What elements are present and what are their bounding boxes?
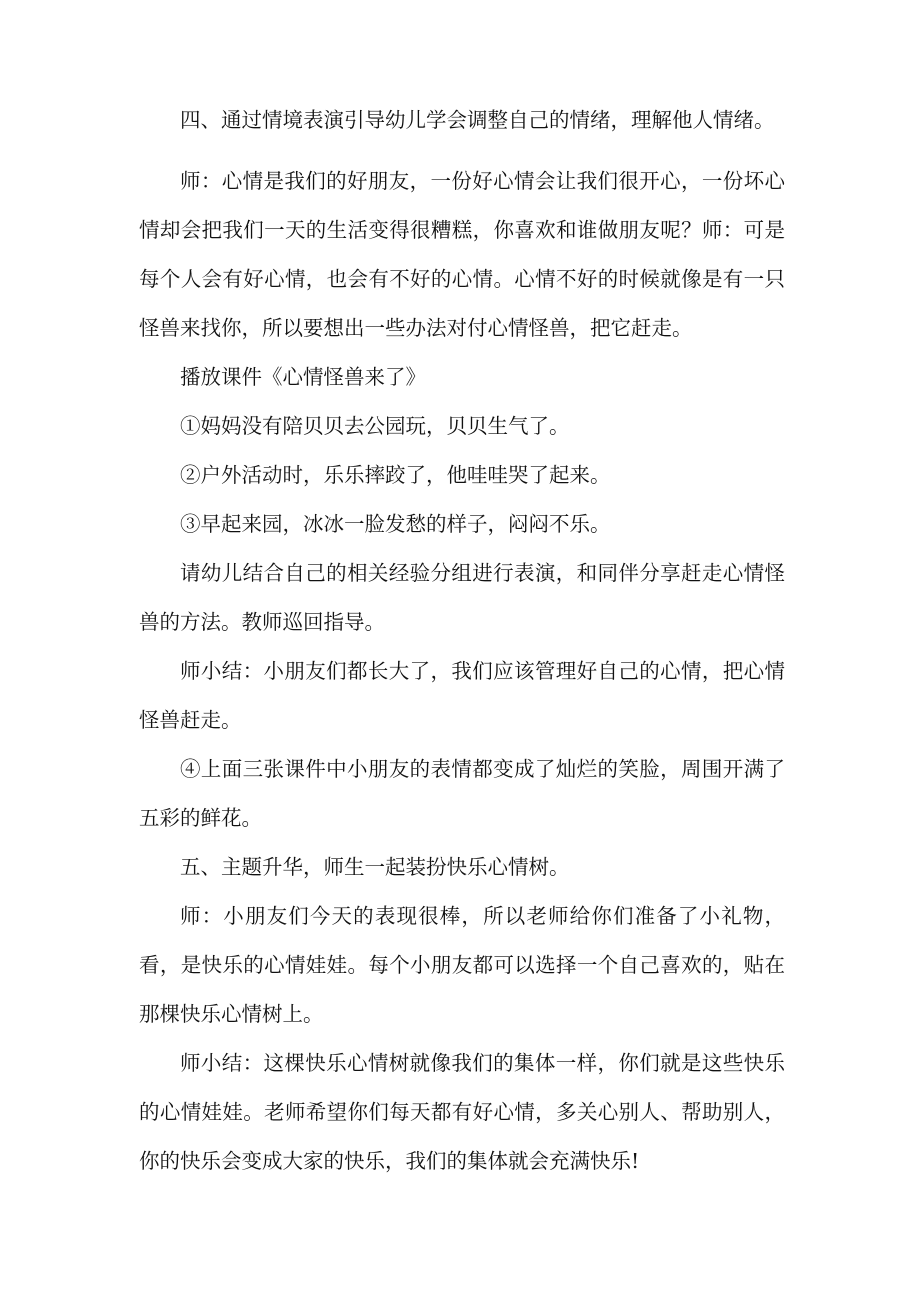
paragraph-teacher-summary-1: 师小结：小朋友们都长大了，我们应该管理好自己的心情，把心情怪兽赶走。 bbox=[139, 659, 785, 732]
list-item-scenario-3: ③早起来园，冰冰一脸发愁的样子，闷闷不乐。 bbox=[180, 512, 611, 536]
document-body bbox=[139, 96, 785, 1186]
list-item-scenario-4: ④上面三张课件中小朋友的表情都变成了灿烂的笑脸，周围开满了五彩的鲜花。 bbox=[139, 757, 785, 830]
paragraph-play-courseware: 播放课件《心情怪兽来了》 bbox=[180, 365, 426, 389]
paragraph-teacher-gift: 师：小朋友们今天的表现很棒，所以老师给你们准备了小礼物，看，是快乐的心情娃娃。每个小朋友都可以选择一个自己喜欢的，贴在那棵快乐心情树上。 bbox=[139, 904, 785, 1026]
list-item-scenario-2: ②户外活动时，乐乐摔跤了，他哇哇哭了起来。 bbox=[180, 463, 611, 487]
paragraph-group-performance: 请幼儿结合自己的相关经验分组进行表演，和同伴分享赶走心情怪兽的方法。教师巡回指导。 bbox=[139, 561, 785, 634]
paragraph-teacher-summary-2: 师小结：这棵快乐心情树就像我们的集体一样，你们就是这些快乐的心情娃娃。老师希望你们每天都有好心情，多关心别人、帮助别人，你的快乐会变成大家的快乐，我们的集体就会充满快乐! bbox=[139, 1051, 785, 1173]
list-item-scenario-1: ①妈妈没有陪贝贝去公园玩，贝贝生气了。 bbox=[180, 414, 570, 438]
section-heading-four: 四、通过情境表演引导幼儿学会调整自己的情绪，理解他人情绪。 bbox=[180, 108, 775, 132]
section-heading-five: 五、主题升华，师生一起装扮快乐心情树。 bbox=[180, 855, 570, 879]
paragraph-teacher-intro: 师：心情是我们的好朋友，一份好心情会让我们很开心，一份坏心情却会把我们一天的生活变得很糟糕，你喜欢和谁做朋友呢？师：可是每个人会有好心情，也会有不好的心情。心情不好的时候就像是有一只怪兽来找你，所以要想出一些办法对付心情怪兽，把它赶走。 bbox=[139, 169, 785, 340]
